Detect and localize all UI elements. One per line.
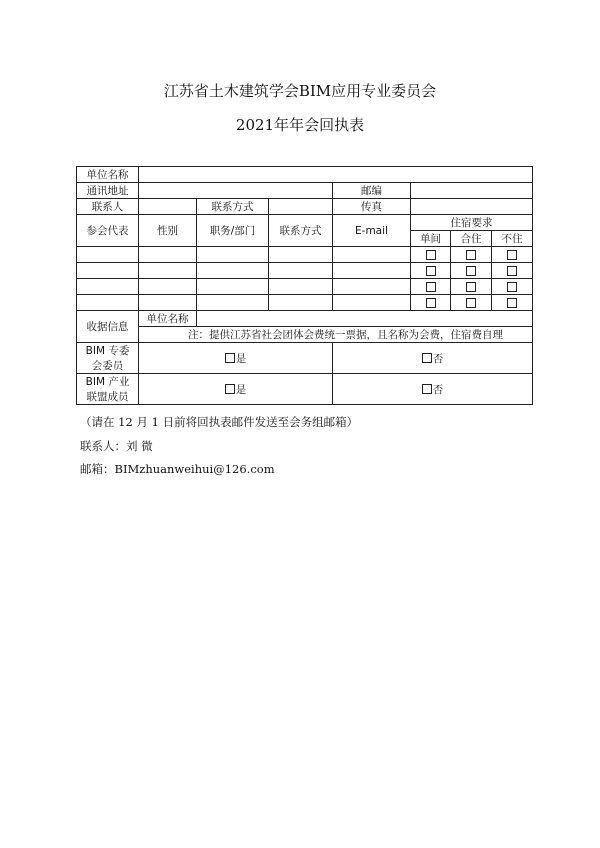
- attendee-name-cell[interactable]: [77, 295, 139, 311]
- no-stay-checkbox[interactable]: [507, 250, 517, 260]
- row-bim-committee: [77, 343, 533, 374]
- header-position: 职务/部门: [197, 215, 269, 247]
- attendee-contact-cell[interactable]: [269, 263, 333, 279]
- header-shared-room: 合住: [451, 231, 492, 247]
- no-stay-cell: [492, 295, 533, 311]
- fax-field[interactable]: [411, 199, 533, 215]
- attendee-row: [77, 263, 533, 279]
- single-room-checkbox[interactable]: [426, 298, 436, 308]
- header-gender: 性别: [139, 215, 197, 247]
- bim-alliance-no-label: 否: [432, 383, 444, 396]
- registration-form-table: [76, 166, 533, 405]
- header-no-stay: 不住: [492, 231, 533, 247]
- no-stay-checkbox[interactable]: [507, 282, 517, 292]
- shared-room-cell: [451, 247, 492, 263]
- bim-alliance-yes-label: 是: [235, 383, 247, 396]
- label-bim-alliance-line2: 联盟成员: [86, 391, 129, 403]
- label-invoice-info: 收据信息: [77, 311, 139, 343]
- header-contact-method: 联系方式: [269, 215, 333, 247]
- shared-room-checkbox[interactable]: [466, 298, 476, 308]
- document-subtitle: 2021年年会回执表: [235, 116, 365, 134]
- header-attendee: 参会代表: [77, 215, 139, 247]
- no-stay-checkbox[interactable]: [507, 298, 517, 308]
- attendee-email-cell[interactable]: [333, 295, 411, 311]
- document-title: 江苏省土木建筑学会BIM应用专业委员会: [163, 82, 437, 100]
- single-room-checkbox[interactable]: [426, 250, 436, 260]
- shared-room-checkbox[interactable]: [466, 282, 476, 292]
- attendee-gender-cell[interactable]: [139, 279, 197, 295]
- label-address: 通讯地址: [77, 183, 139, 199]
- shared-room-cell: [451, 263, 492, 279]
- email-line: 邮箱：BIMzhuanweihui@126.com: [80, 462, 275, 476]
- attendee-row: [77, 295, 533, 311]
- attendee-gender-cell[interactable]: [139, 263, 197, 279]
- single-room-cell: [411, 247, 451, 263]
- row-bim-alliance: [77, 374, 533, 405]
- single-room-cell: [411, 263, 451, 279]
- single-room-cell: [411, 279, 451, 295]
- no-stay-cell: [492, 279, 533, 295]
- attendee-email-cell[interactable]: [333, 247, 411, 263]
- attendee-contact-cell[interactable]: [269, 295, 333, 311]
- attendee-name-cell[interactable]: [77, 247, 139, 263]
- label-bim-alliance-line1: BIM 产业: [85, 376, 130, 388]
- row-contact: [77, 199, 533, 215]
- attendee-gender-cell[interactable]: [139, 247, 197, 263]
- row-unit-name: [77, 167, 533, 183]
- label-contact: 联系人: [77, 199, 139, 215]
- bim-alliance-yes-cell: [139, 374, 333, 405]
- row-invoice-unit: [77, 311, 533, 327]
- invoice-note: 注：提供江苏省社会团体会费统一票据，且名称为会费，住宿费自理: [139, 327, 533, 343]
- bim-alliance-no-checkbox[interactable]: [422, 384, 432, 394]
- label-unit-name: 单位名称: [77, 167, 139, 183]
- shared-room-cell: [451, 295, 492, 311]
- label-bim-committee: [77, 343, 139, 374]
- attendee-position-cell[interactable]: [197, 279, 269, 295]
- contact-person-line: 联系人：刘 微: [80, 439, 153, 453]
- label-bim-alliance: [77, 374, 139, 405]
- attendee-gender-cell[interactable]: [139, 295, 197, 311]
- no-stay-cell: [492, 263, 533, 279]
- row-invoice-note: [77, 327, 533, 343]
- attendee-position-cell[interactable]: [197, 247, 269, 263]
- unit-name-field[interactable]: [139, 167, 533, 183]
- contact-field[interactable]: [139, 199, 197, 215]
- row-address: [77, 183, 533, 199]
- address-field[interactable]: [139, 183, 333, 199]
- label-fax: 传真: [333, 199, 411, 215]
- bim-committee-no-checkbox[interactable]: [422, 353, 432, 363]
- attendee-contact-cell[interactable]: [269, 247, 333, 263]
- single-room-cell: [411, 295, 451, 311]
- single-room-checkbox[interactable]: [426, 266, 436, 276]
- postcode-field[interactable]: [411, 183, 533, 199]
- no-stay-cell: [492, 247, 533, 263]
- label-postcode: 邮编: [333, 183, 411, 199]
- label-bim-committee-line1: BIM 专委: [85, 345, 130, 357]
- shared-room-checkbox[interactable]: [466, 250, 476, 260]
- row-attendee-header-1: [77, 215, 533, 231]
- bim-alliance-yes-checkbox[interactable]: [225, 384, 235, 394]
- label-bim-committee-line2: 会委员: [91, 360, 124, 372]
- header-single-room: 单间: [411, 231, 451, 247]
- attendee-row: [77, 247, 533, 263]
- deadline-note: （请在 12 月 1 日前将回执表邮件发送至会务组邮箱）: [80, 415, 359, 429]
- label-invoice-unit: 单位名称: [139, 311, 197, 327]
- attendee-position-cell[interactable]: [197, 263, 269, 279]
- attendee-name-cell[interactable]: [77, 263, 139, 279]
- shared-room-cell: [451, 279, 492, 295]
- bim-committee-yes-label: 是: [235, 352, 247, 365]
- attendee-email-cell[interactable]: [333, 263, 411, 279]
- header-lodging: 住宿要求: [411, 215, 533, 231]
- attendee-position-cell[interactable]: [197, 295, 269, 311]
- attendee-contact-cell[interactable]: [269, 279, 333, 295]
- bim-committee-yes-checkbox[interactable]: [225, 353, 235, 363]
- bim-alliance-no-cell: [333, 374, 533, 405]
- attendee-name-cell[interactable]: [77, 279, 139, 295]
- invoice-unit-field[interactable]: [197, 311, 533, 327]
- header-email: E-mail: [333, 215, 411, 247]
- attendee-row: [77, 279, 533, 295]
- label-contact-method: 联系方式: [197, 199, 269, 215]
- attendee-email-cell[interactable]: [333, 279, 411, 295]
- single-room-checkbox[interactable]: [426, 282, 436, 292]
- no-stay-checkbox[interactable]: [507, 266, 517, 276]
- shared-room-checkbox[interactable]: [466, 266, 476, 276]
- contact-method-field[interactable]: [269, 199, 333, 215]
- bim-committee-no-label: 否: [432, 352, 444, 365]
- bim-committee-no-cell: [333, 343, 533, 374]
- bim-committee-yes-cell: [139, 343, 333, 374]
